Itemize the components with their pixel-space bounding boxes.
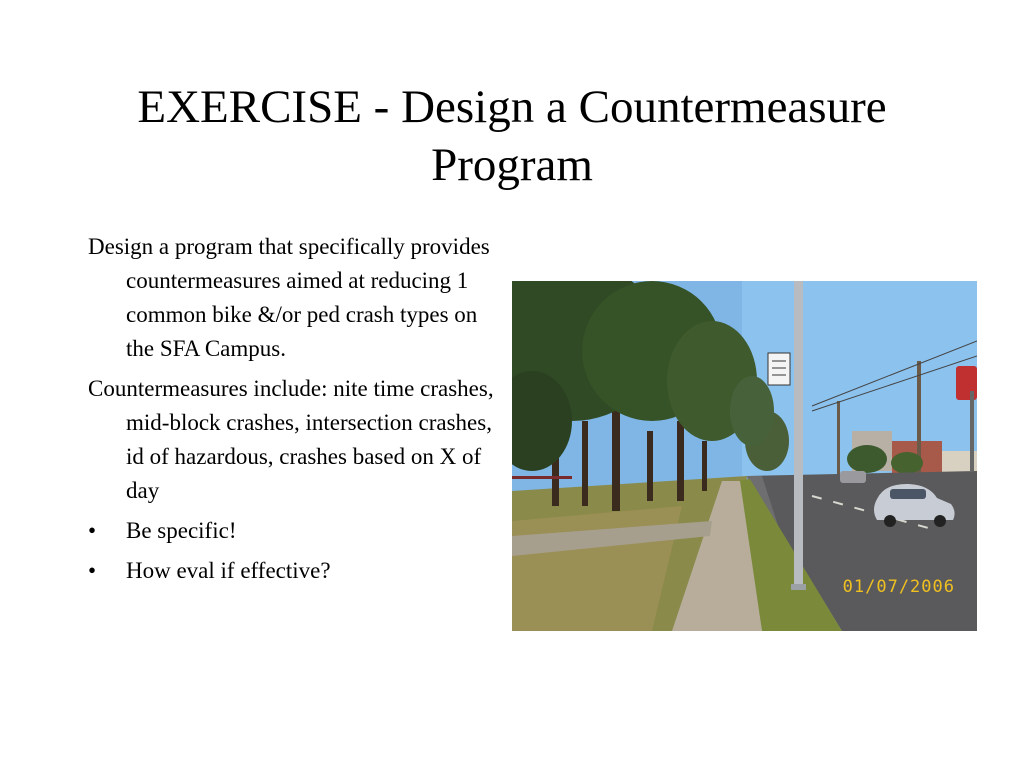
bullet-text: How eval if effective? <box>126 558 331 583</box>
bullet-text: Be specific! <box>126 518 237 543</box>
bullet-dot-icon: • <box>88 518 97 543</box>
slide-body <box>88 230 498 594</box>
slide-title-line-1: EXERCISE - Design a Countermeasure <box>137 81 887 133</box>
slide-title-line-2: Program <box>431 139 593 191</box>
paragraph-countermeasures: Countermeasures include: nite time crashes, mid-block crashes, intersection crashes, id of hazardous, crashes based on X of day <box>88 376 494 503</box>
bullet-item <box>88 554 498 588</box>
photo-date-stamp: 01/07/2006 <box>842 577 955 597</box>
bullet-dot-icon: • <box>88 558 97 583</box>
street-photo <box>512 281 977 631</box>
bullet-item <box>88 514 498 548</box>
paragraph-program: Design a program that specifically provides countermeasures aimed at reducing 1 common bike &/or ped crash types on the SFA Campus. <box>88 234 490 361</box>
slide-title <box>60 78 964 194</box>
